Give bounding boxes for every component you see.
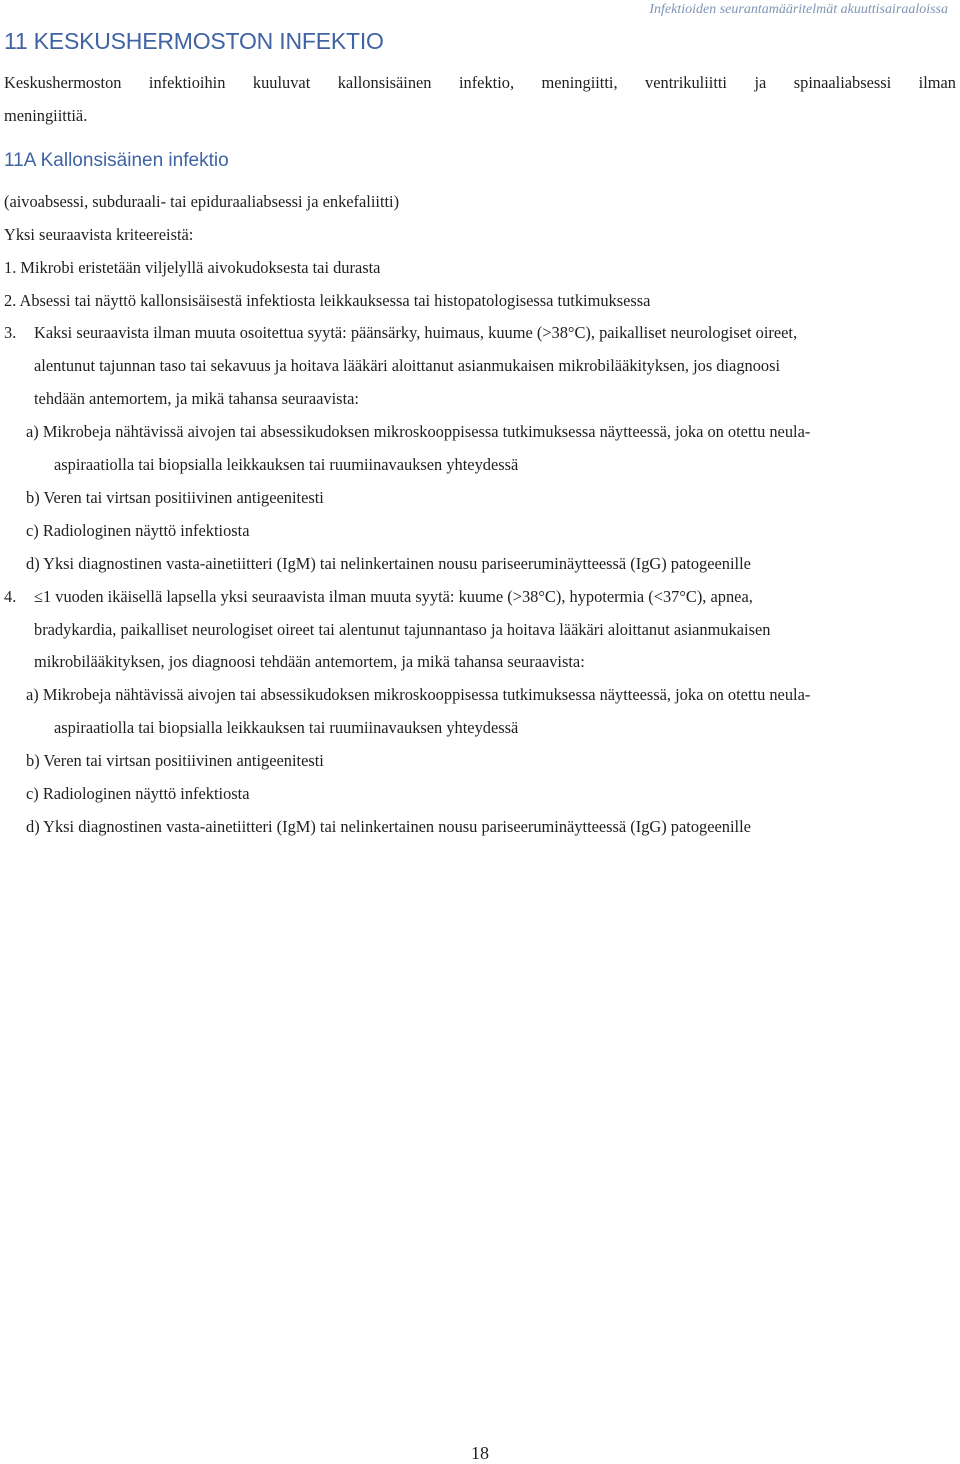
criteria-intro: Yksi seuraavista kriteereistä:: [4, 225, 194, 244]
criterion-3-line-1: Kaksi seuraavista ilman muuta osoitettua syytä: päänsärky, huimaus, kuume (>38°C), paikalliset neurologiset oireet,: [34, 323, 798, 342]
criterion-4b: b) Veren tai virtsan positiivinen antigeenitesti: [26, 751, 324, 770]
criterion-4-line-3: mikrobilääkityksen, jos diagnoosi tehdään antemortem, ja mikä tahansa seuraavista:: [34, 652, 585, 671]
criterion-1: 1. Mikrobi eristetään viljelyllä aivokudoksesta tai durasta: [4, 258, 381, 277]
running-head: Infektioiden seurantamääritelmät akuuttisairaaloissa: [649, 2, 948, 17]
intro-paragraph-line-1: Keskushermoston infektioihin kuuluvat kallonsisäinen infektio, meningiitti, ventrikuliitti ja spinaaliabsessi ilman: [4, 73, 956, 92]
criterion-4-line-1: ≤1 vuoden ikäisellä lapsella yksi seuraavista ilman muuta syytä: kuume (>38°C), hypotermia (<37°C), apnea,: [34, 587, 753, 606]
criterion-4c: c) Radiologinen näyttö infektiosta: [26, 784, 250, 803]
criterion-4a-line-1: a) Mikrobeja nähtävissä aivojen tai absessikudoksen mikroskooppisessa tutkimuksessa näytteessä, joka on otettu neula-: [26, 685, 811, 704]
criterion-4d: d) Yksi diagnostinen vasta-ainetiitteri (IgM) tai nelinkertainen nousu pariseeruminäytteessä (IgG) patogeenille: [26, 817, 751, 836]
criterion-4-number: 4.: [4, 587, 17, 606]
criterion-3c: c) Radiologinen näyttö infektiosta: [26, 521, 250, 540]
criterion-2: 2. Absessi tai näyttö kallonsisäisestä infektiosta leikkauksessa tai histopatologisessa tutkimuksessa: [4, 291, 651, 310]
criterion-3a-line-1: a) Mikrobeja nähtävissä aivojen tai absessikudoksen mikroskooppisessa tutkimuksessa näytteessä, joka on otettu neula-: [26, 422, 811, 441]
criterion-3b: b) Veren tai virtsan positiivinen antigeenitesti: [26, 488, 324, 507]
criterion-4a-line-2: aspiraatiolla tai biopsialla leikkauksen tai ruumiinavauksen yhteydessä: [54, 718, 519, 737]
criterion-3-line-3: tehdään antemortem, ja mikä tahansa seuraavista:: [34, 389, 359, 408]
section-subtitle: (aivoabsessi, subduraali- tai epiduraaliabsessi ja enkefaliitti): [4, 192, 400, 211]
criterion-3-number: 3.: [4, 323, 17, 342]
criterion-3a-line-2: aspiraatiolla tai biopsialla leikkauksen tai ruumiinavauksen yhteydessä: [54, 455, 519, 474]
section-title: 11A Kallonsisäinen infektio: [4, 150, 229, 171]
page-number: 18: [471, 1443, 489, 1463]
criterion-4-line-2: bradykardia, paikalliset neurologiset oireet tai alentunut tajunnantaso ja hoitava lääkäri aloittanut asianmukaisen: [34, 620, 771, 639]
criterion-3d: d) Yksi diagnostinen vasta-ainetiitteri (IgM) tai nelinkertainen nousu pariseeruminäytteessä (IgG) patogeenille: [26, 554, 751, 573]
chapter-title: 11 KESKUSHERMOSTON INFEKTIO: [4, 28, 384, 54]
criterion-3-line-2: alentunut tajunnan taso tai sekavuus ja hoitava lääkäri aloittanut asianmukaisen mikrobilääkityksen, jos diagnoosi: [34, 356, 781, 375]
intro-paragraph-line-2: meningiittiä.: [4, 106, 88, 125]
